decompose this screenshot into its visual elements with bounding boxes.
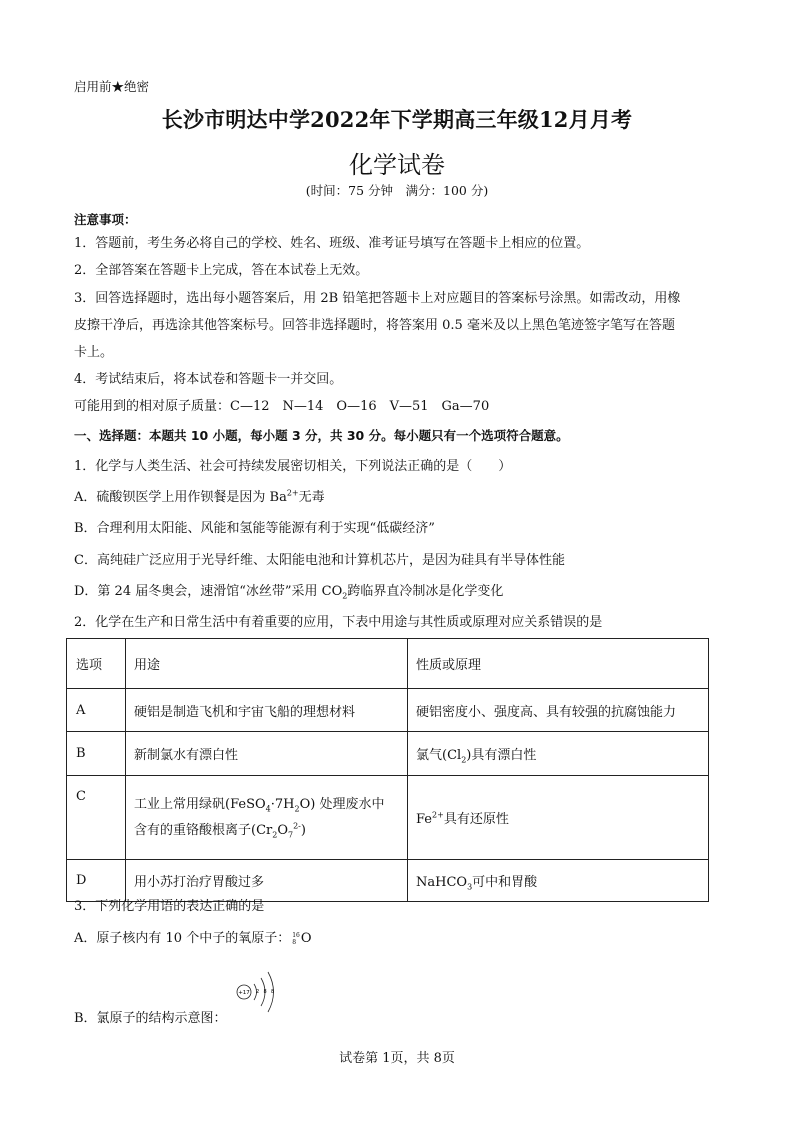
table-cell: 用小苏打治疗胃酸过多 <box>126 860 408 902</box>
question-2-stem: 2．化学在生产和日常生活中有着重要的应用，下表中用途与其性质或原理对应关系错误的是 <box>74 615 603 630</box>
question-1-option-c: C．高纯硅广泛应用于光导纤维、太阳能电池和计算机芯片，是因为硅具有半导体性能 <box>74 553 565 568</box>
table-cell: D <box>67 860 126 902</box>
question-2-table <box>66 638 709 902</box>
table-cell: B <box>67 732 126 776</box>
table-header-cell: 选项 <box>67 639 126 689</box>
table-row <box>67 860 709 902</box>
shell-electron-count: 8 <box>271 989 275 995</box>
isotope-notation: 16 8 <box>292 931 300 946</box>
table-cell: 硬铝是制造飞机和宇宙飞船的理想材料 <box>126 689 408 732</box>
atomic-masses: 可能用到的相对原子质量：C—12 N—14 O—16 V—51 Ga—70 <box>74 399 490 414</box>
confidential-mark: 启用前★绝密 <box>74 79 150 94</box>
table-header-row <box>67 639 709 689</box>
notice-item: 4．考试结束后，将本试卷和答题卡一并交回。 <box>74 372 343 387</box>
notice-item: 卡上。 <box>74 345 114 360</box>
atom-structure-diagram <box>232 962 282 1020</box>
table-cell: NaHCO$_3$可中和胃酸 <box>408 860 709 902</box>
table-cell: 新制氯水有漂白性 <box>126 732 408 776</box>
table-cell: 工业上常用绿矾$(FeSO_4\cdot 7H_2O)$ 处理废水中 含有的重铬酸根离子$(Cr_2O_7^{2-})$ <box>126 776 408 860</box>
question-1-option-d: D．第 24 届冬奥会，速滑馆“冰丝带”采用 $CO_2$跨临界直冷制冰是化学变化 <box>74 584 504 601</box>
table-cell: 硬铝密度小、强度高、具有较强的抗腐蚀能力 <box>408 689 709 732</box>
exam-title: 长沙市明达中学2022年下学期高三年级12月月考 <box>161 107 633 132</box>
table-cell: 氯气$(Cl_2)$具有漂白性 <box>408 732 709 776</box>
notice-item: 2．全部答案在答题卡上完成，答在本试卷上无效。 <box>74 263 369 278</box>
table-header-cell: 用途 <box>126 639 408 689</box>
question-1-option-b: B．合理利用太阳能、风能和氢能等能源有利于实现“低碳经济” <box>74 521 435 536</box>
notice-heading: 注意事项： <box>74 212 137 227</box>
table-cell: A <box>67 689 126 732</box>
table-row <box>67 689 709 732</box>
table-row <box>67 732 709 776</box>
table-row <box>67 776 709 860</box>
shell-electron-count: 2 <box>256 989 260 995</box>
time-info: (时间：75 分钟 满分：100 分) <box>305 183 489 198</box>
question-3-stem: 3．下列化学用语的表达正确的是 <box>74 899 265 914</box>
question-1-option-a: A．硫酸钡医学上用作钡餐是因为 $Ba^{2+}$无毒 <box>74 488 325 505</box>
question-3-option-a: A．原子核内有 10 个中子的氧原子： 16 8 O <box>74 931 312 946</box>
table-cell: C <box>67 776 126 860</box>
table-cell: $Fe^{2+}$具有还原性 <box>408 776 709 860</box>
page-footer: 试卷第 1页，共 8页 <box>339 1051 455 1066</box>
notice-item: 3．回答选择题时，选出每小题答案后，用 2B 铅笔把答题卡上对应题目的答案标号涂黑。如需改动，用橡 <box>74 291 681 306</box>
table-header-cell: 性质或原理 <box>408 639 709 689</box>
subject-title: 化学试卷 <box>349 151 445 179</box>
question-3-option-b: B．氯原子的结构示意图： <box>74 1011 227 1026</box>
nucleus-charge: +17 <box>238 990 250 996</box>
section-heading: 一、选择题：本题共 10 小题，每小题 3 分，共 30 分。每小题只有一个选项符合题意。 <box>74 428 569 443</box>
notice-item: 1．答题前，考生务必将自己的学校、姓名、班级、准考证号填写在答题卡上相应的位置。 <box>74 236 590 251</box>
shell-electron-count: 8 <box>263 989 267 995</box>
question-1-stem: 1．化学与人类生活、社会可持续发展密切相关，下列说法正确的是（ ） <box>74 459 512 474</box>
notice-item: 皮擦干净后，再选涂其他答案标号。回答非选择题时，将答案用 0.5 毫米及以上黑色笔迹签字笔写在答题 <box>74 318 675 333</box>
